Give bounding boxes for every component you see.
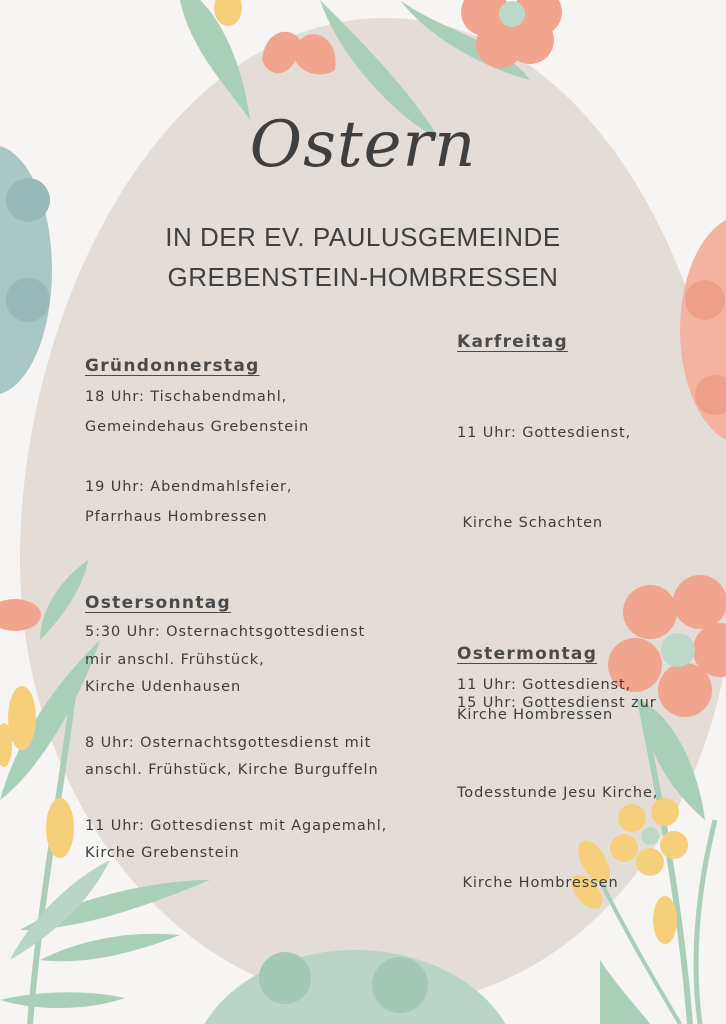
- section-ostersonntag: [85, 593, 387, 898]
- event-line: 5:30 Uhr: Osternachtsgottesdienst: [85, 624, 366, 640]
- heading-gruendonnerstag: Gründonnerstag: [85, 356, 260, 376]
- event-line: 11 Uhr: Gottesdienst,: [457, 425, 632, 441]
- event-line: Kirche Grebenstein: [85, 845, 240, 861]
- event-line: 19 Uhr: Abendmahlsfeier,: [85, 479, 293, 495]
- event-line: anschl. Frühstück, Kirche Burguffeln: [85, 762, 379, 778]
- event-entry: [85, 730, 387, 785]
- stem-right: [696, 820, 715, 1024]
- heading-ostermontag: Ostermontag: [457, 644, 598, 664]
- leaf-left: [0, 992, 125, 1008]
- section-gruendonnerstag: [85, 356, 309, 562]
- event-line: 11 Uhr: Gottesdienst,: [457, 677, 632, 693]
- heading-ostersonntag: Ostersonntag: [85, 593, 231, 613]
- event-line: Kirche Hombressen: [457, 875, 619, 891]
- event-entry: [457, 358, 658, 598]
- event-line: Gemeindehaus Grebenstein: [85, 419, 310, 435]
- event-entry: [85, 382, 309, 442]
- event-line: 15 Uhr: Gottesdienst zur: [457, 695, 657, 711]
- event-line: Kirche Hombressen: [457, 707, 614, 723]
- event-entry: [85, 813, 387, 868]
- event-line: Pfarrhaus Hombressen: [85, 509, 268, 525]
- event-entry: [85, 619, 387, 702]
- subtitle-line-2: GREBENSTEIN-HOMBRESSEN: [167, 262, 559, 292]
- event-line: 18 Uhr: Tischabendmahl,: [85, 389, 288, 405]
- event-entry: [457, 670, 631, 730]
- section-ostermontag: [457, 644, 631, 760]
- event-entry: [85, 472, 309, 532]
- event-line: Kirche Schachten: [457, 515, 603, 531]
- leaf-left: [40, 934, 180, 962]
- event-line: Todesstunde Jesu Kirche,: [457, 785, 659, 801]
- subtitle-line-1: IN DER EV. PAULUSGEMEINDE: [165, 222, 561, 252]
- heading-karfreitag: Karfreitag: [457, 332, 568, 352]
- page-title: Ostern: [249, 108, 477, 182]
- event-line: 8 Uhr: Osternachtsgottesdienst mit: [85, 734, 372, 751]
- event-line: mir anschl. Frühstück,: [85, 651, 265, 668]
- event-line: 11 Uhr: Gottesdienst mit Agapemahl,: [85, 817, 388, 834]
- event-line: Kirche Udenhausen: [85, 679, 242, 695]
